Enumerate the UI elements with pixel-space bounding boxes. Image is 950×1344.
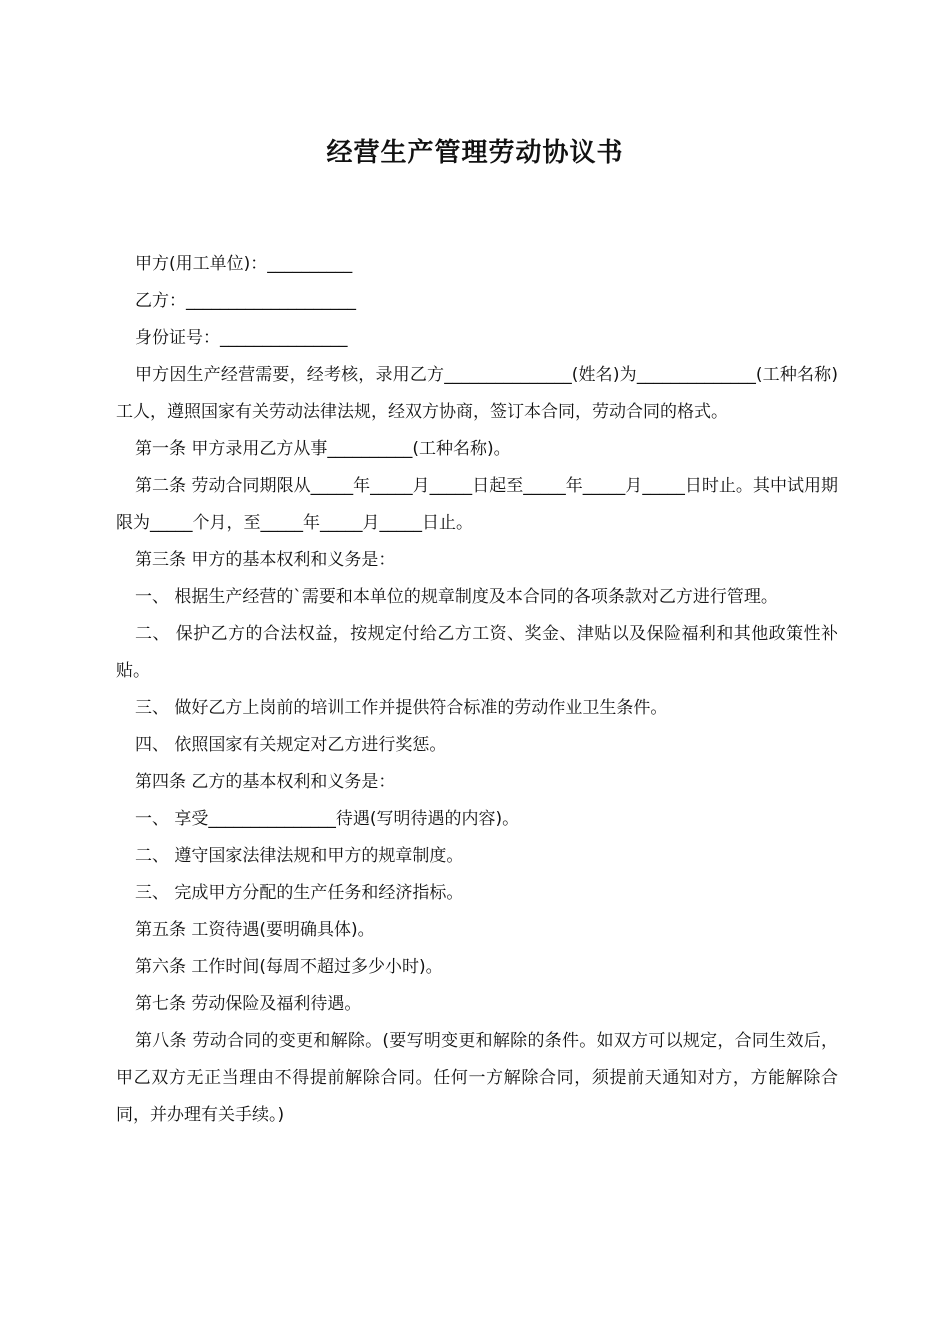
party-a-line: 甲方(用工单位)：__________ [135,254,353,274]
article-4-item-3: 三、 完成甲方分配的生产任务和经济指标。 [135,883,464,903]
article-8: 第八条 劳动合同的变更和解除。(要写明变更和解除的条件。如双方可以规定，合同生效后，甲乙双方无正当理由不得提前解除合同。任何一方解除合同，须提前天通知对方，方能解除合同，并办理有关手续。) [116,1031,838,1125]
article-7: 第七条 劳动保险及福利待遇。 [135,994,362,1014]
article-5: 第五条 工资待遇(要明确具体)。 [135,920,375,940]
article-3-item-1: 一、 根据生产经营的`需要和本单位的规章制度及本合同的各项条款对乙方进行管理。 [135,587,778,607]
article-3-item-3: 三、 做好乙方上岗前的培训工作并提供符合标准的劳动作业卫生条件。 [135,698,668,718]
article-6: 第六条 工作时间(每周不超过多少小时)。 [135,957,443,977]
article-4-item-2: 二、 遵守国家法律法规和甲方的规章制度。 [135,846,464,866]
party-b-line: 乙方：____________________ [135,291,356,311]
id-number-line: 身份证号：_______________ [135,328,348,348]
article-4-heading: 第四条 乙方的基本权利和义务是： [135,772,396,792]
article-3-item-2: 二、 保护乙方的合法权益，按规定付给乙方工资、奖金、津贴以及保险福利和其他政策性补贴。 [116,624,838,681]
document-body [116,246,838,1134]
document-title: 经营生产管理劳动协议书 [326,138,624,168]
article-1: 第一条 甲方录用乙方从事__________(工种名称)。 [135,439,511,459]
article-3-item-4: 四、 依照国家有关规定对乙方进行奖惩。 [135,735,447,755]
article-3-heading: 第三条 甲方的基本权利和义务是： [135,550,396,570]
preamble-paragraph: 甲方因生产经营需要，经考核，录用乙方_______________(姓名)为______________(工种名称)工人，遵照国家有关劳动法律法规，经双方协商，签订本合同，劳动合同的格式。 [116,365,838,422]
article-4-item-1: 一、 享受_______________待遇(写明待遇的内容)。 [135,809,520,829]
article-2: 第二条 劳动合同期限从_____年_____月_____日起至_____年_____月_____日时止。其中试用期限为_____个月，至_____年_____月_____日止。 [116,476,838,533]
